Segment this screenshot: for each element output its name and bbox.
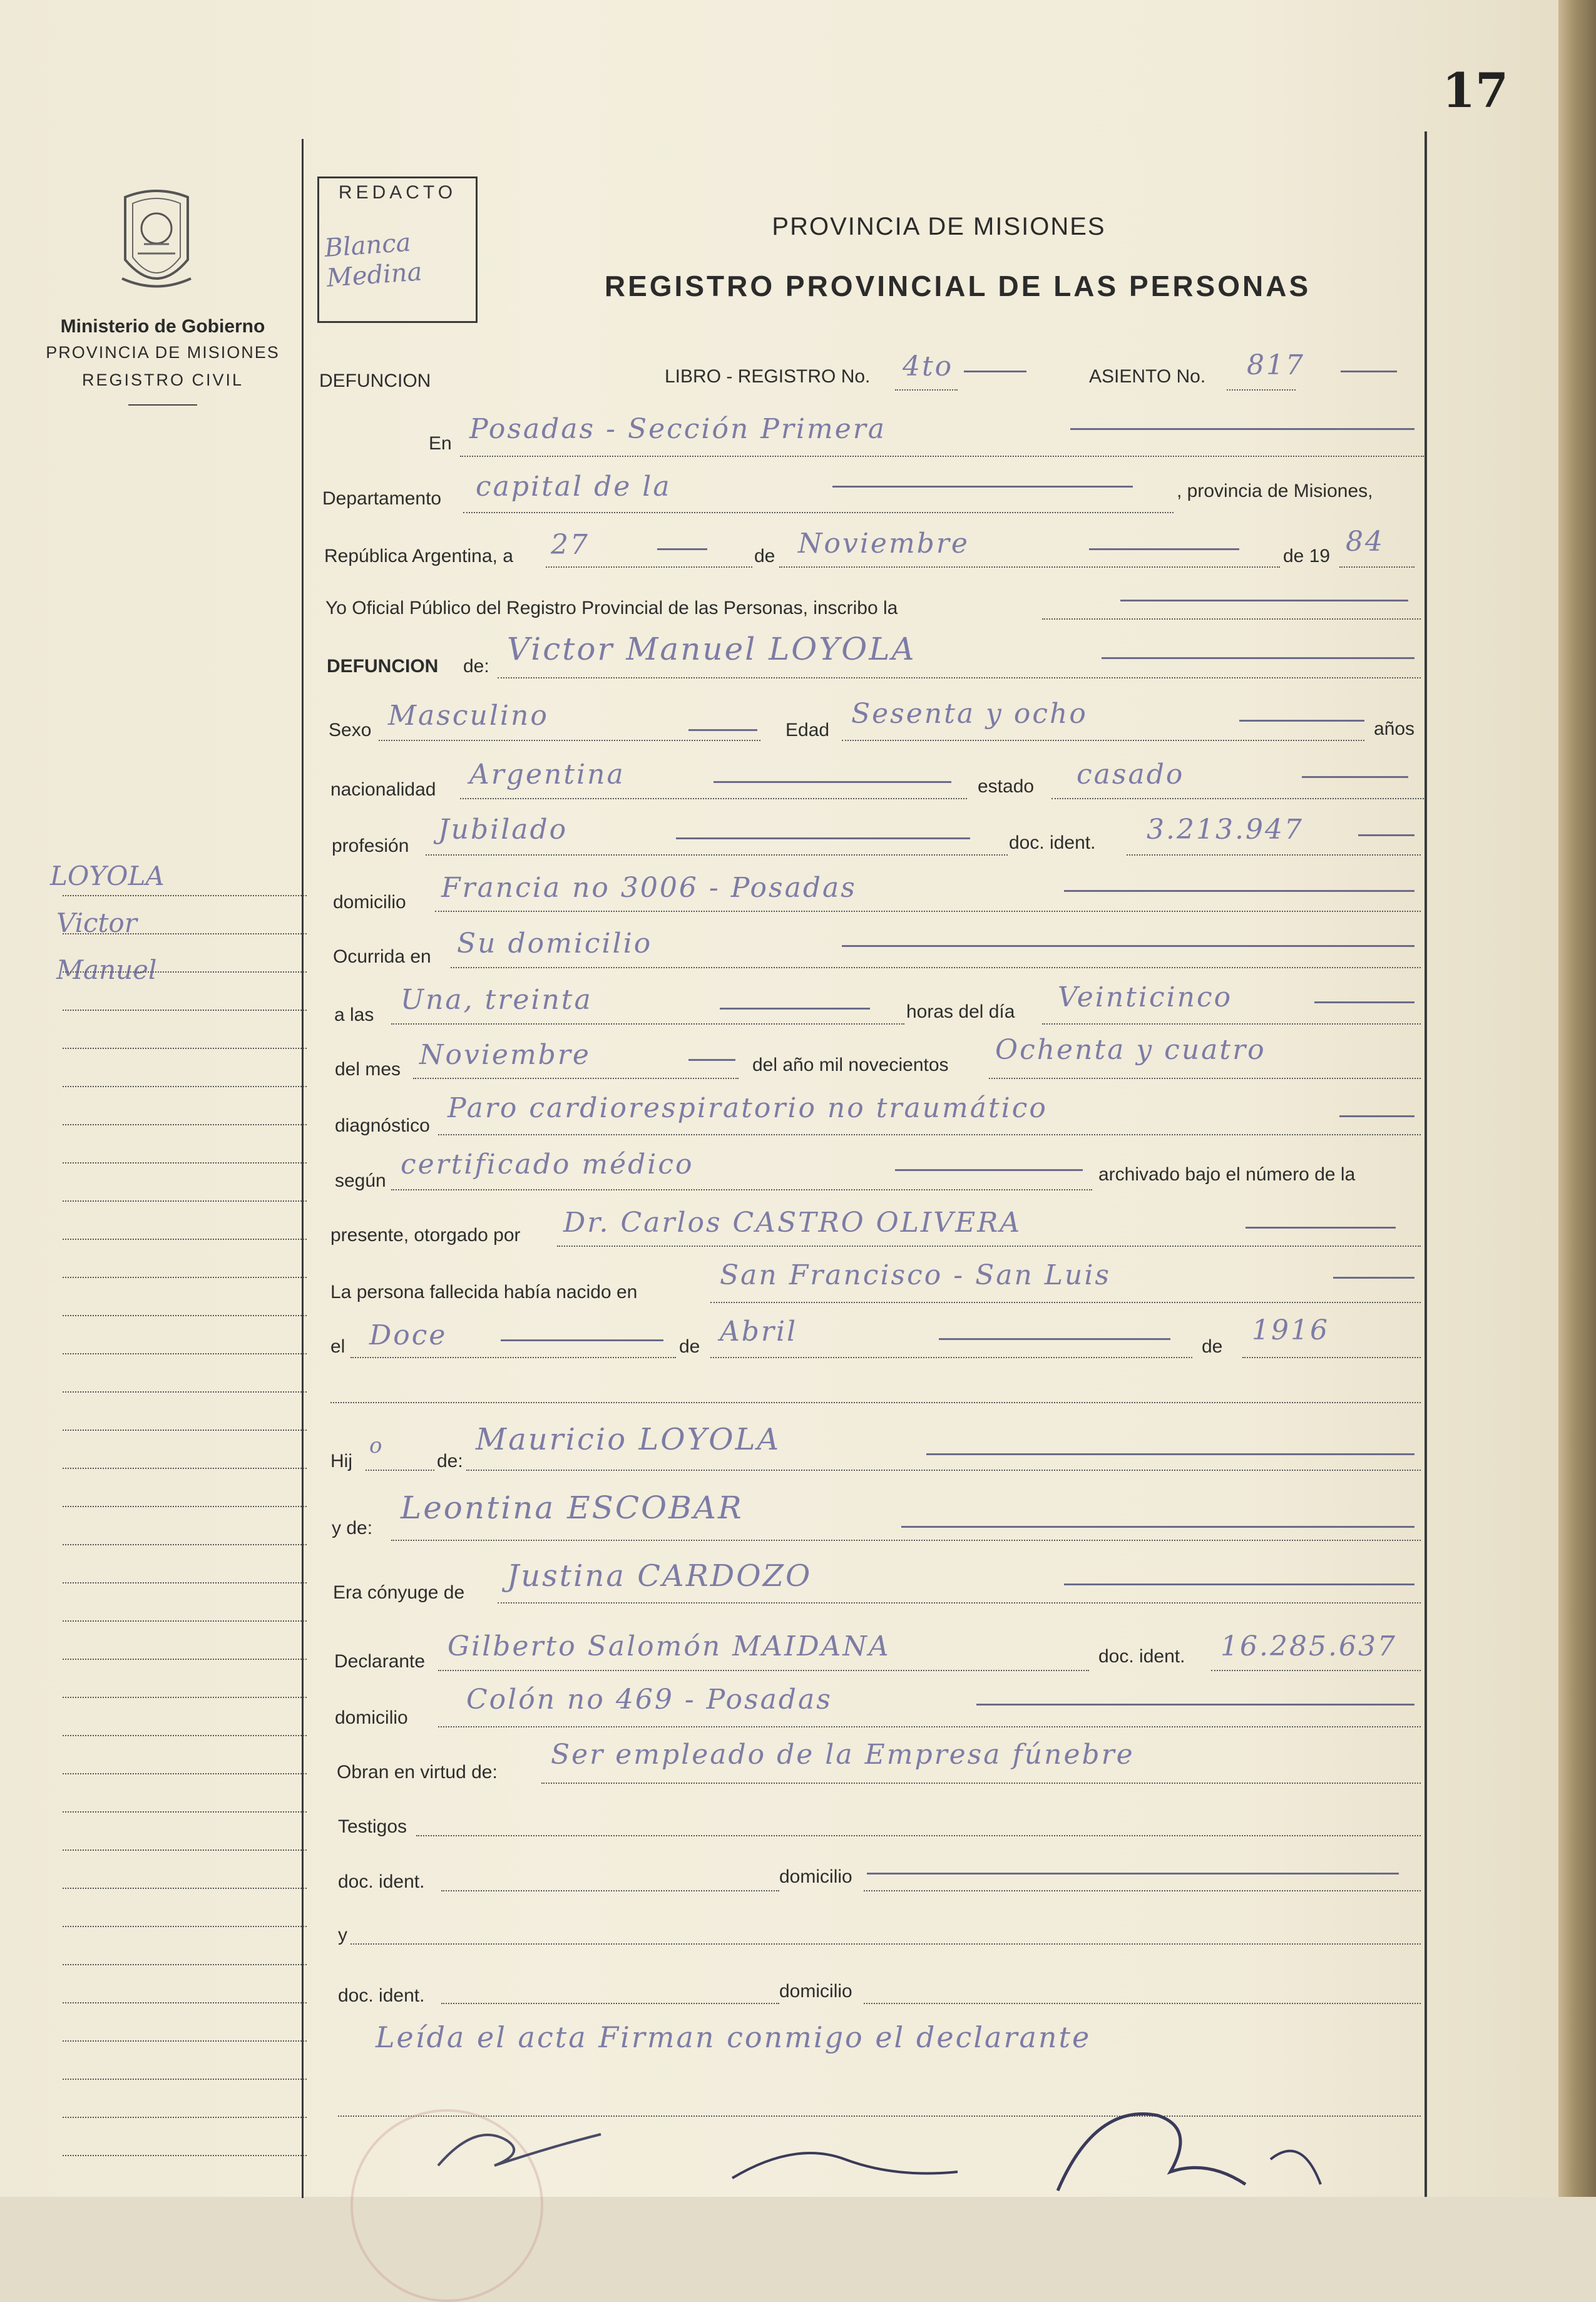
testigos-label: Testigos [338,1816,407,1837]
margin-ruled-line [63,1506,307,1507]
margin-ruled-line [63,1964,307,1965]
el-value: Doce [369,1319,448,1351]
defuncion-de-label: de: [463,656,489,677]
margin-ruled-line [63,1620,307,1622]
margin-ruled-line [63,1697,307,1698]
declarante-line [438,1670,1089,1671]
ocurrida-value: Su domicilio [457,928,653,959]
segun-label: según [335,1170,386,1191]
obran-line [541,1783,1421,1784]
nacido-label: La persona fallecida había nacido en [330,1282,638,1302]
oficial-line [1042,618,1421,620]
estado-dash [1302,776,1408,778]
alas-label: a las [334,1005,374,1025]
asiento-dash [1341,371,1397,372]
margin-ruled-line [63,1811,307,1813]
nacionalidad-label: nacionalidad [330,779,436,800]
margin-ruled-line [63,1773,307,1774]
anios-label: años [1374,719,1415,739]
conyuge-value: Justina CARDOZO [507,1558,812,1593]
margin-ruled-line [63,1391,307,1393]
domicilio-value: Francia no 3006 - Posadas [441,872,857,904]
margin-middle-name: Manuel [56,954,157,985]
dom2-label: domicilio [335,1707,408,1728]
dom4-line [864,2003,1421,2004]
hijo-suffix-line [366,1470,434,1471]
margin-ruled-line [63,1010,307,1011]
departamento-value: capital de la [476,471,672,503]
presente-line [557,1246,1421,1247]
declarante-doc-line [1211,1670,1421,1671]
asiento-line [1227,389,1296,391]
declarante-label: Declarante [334,1651,426,1672]
nombre-line [498,677,1421,678]
el-mes-value: Abril [720,1316,798,1348]
delmes-label: del mes [335,1059,401,1080]
alas-line [391,1023,904,1025]
hijo-de-label: de: [437,1451,463,1471]
margin-ruled-line [63,1277,307,1278]
hijo-label: Hij [330,1451,352,1471]
diagnostico-line [438,1134,1421,1135]
domicilio-line [435,911,1421,912]
declarante-doc-value: 16.285.637 [1220,1630,1397,1662]
book-spine [1558,0,1596,2197]
en-label: En [429,433,452,454]
libro-value: 4to [903,350,954,382]
diagnostico-value: Paro cardiorespiratorio no traumático [448,1092,1048,1124]
mes-line [779,566,1280,568]
margin-ruled-line [63,2117,307,2118]
dom2-dash [976,1704,1414,1706]
y-line [350,1943,1421,1945]
doc-line [1127,854,1421,856]
el-de-label: de [679,1336,700,1357]
edad-dash [1239,720,1364,722]
nacido-line [710,1302,1421,1303]
nacionalidad-line [460,798,967,799]
edad-label: Edad [785,720,830,740]
ministry-rule [128,404,197,406]
sexo-value: Masculino [388,700,549,732]
oficial-label: Yo Oficial Público del Registro Provincial de las Personas, inscribo la [325,598,898,618]
provincia-label: , provincia de Misiones, [1177,481,1373,501]
anio-mil-label: del año mil novecientos [752,1055,949,1075]
archivado-label: archivado bajo el número de la [1098,1164,1356,1185]
libro-line [895,389,958,391]
de19-label: de 19 [1283,546,1331,566]
conyuge-label: Era cónyuge de [333,1582,465,1603]
margin-first-name: Victor [56,908,137,938]
signature-left [426,2097,626,2184]
presente-value: Dr. Carlos CASTRO OLIVERA [563,1207,1022,1239]
estado-label: estado [978,776,1035,797]
el-dash [501,1339,663,1341]
nacionalidad-dash [714,781,951,783]
alas-value: Una, treinta [401,984,593,1016]
departamento-dash [832,486,1133,488]
domicilio-dash [1064,890,1414,892]
sexo-label: Sexo [329,720,372,740]
anio-line [1339,566,1414,568]
segun-line [391,1189,1092,1190]
page-number: 17 [1442,63,1508,118]
testigos-line [416,1835,1421,1836]
margin-ruled-line [63,1888,307,1889]
margin-ruled-line [63,1162,307,1164]
doc-dash [1358,834,1414,836]
mes-dash [1089,548,1239,550]
nacido-value: San Francisco - San Luis [720,1259,1112,1291]
dia-dash [657,548,707,550]
padre-value: Mauricio LOYOLA [476,1422,781,1457]
madre-line [391,1540,1421,1541]
margin-ruled-line [63,1582,307,1583]
el-line [350,1357,676,1358]
margin-ruled-line [63,1086,307,1087]
margin-ruled-line [63,1468,307,1469]
madre-value: Leontina ESCOBAR [401,1490,744,1526]
presente-label: presente, otorgado por [330,1225,521,1246]
dom4-label: domicilio [779,1981,852,2002]
margin-ruled-line [63,2155,307,2156]
profesion-dash [676,837,970,839]
nacido-dash [1333,1277,1414,1279]
profesion-value: Jubilado [438,814,568,846]
asiento-value: 817 [1247,349,1305,381]
el-anio-line [1242,1357,1421,1358]
dom2-line [438,1726,1421,1727]
conyuge-line [498,1602,1421,1604]
sexo-dash [688,729,757,731]
diagnostico-label: diagnóstico [335,1115,430,1136]
el-anio-value: 1916 [1252,1314,1329,1346]
margin-ruled-line [63,1430,307,1431]
ocurrida-dash [842,945,1414,947]
margin-surname: LOYOLA [50,861,165,891]
el-mes-dash [939,1338,1170,1340]
republica-label: República Argentina, a [324,546,513,566]
blank-line-1 [330,1402,1421,1403]
declarante-doc-label: doc. ident. [1098,1646,1185,1667]
anio-mil-line [989,1078,1421,1079]
en-dash [1070,428,1414,430]
delmes-dash [688,1059,735,1061]
margin-ruled-line [63,1200,307,1202]
redacto-label: REDACTO [338,182,457,203]
dom2-value: Colón no 469 - Posadas [466,1684,832,1716]
en-value: Posadas - Sección Primera [469,413,887,445]
horas-value: Veinticinco [1058,981,1233,1013]
edad-line [842,740,1364,741]
margin-ruled-line [63,1544,307,1545]
nombre-dash [1102,657,1414,659]
vertical-rule-right [1425,131,1427,2197]
margin-ruled-line [63,971,307,973]
libro-label: LIBRO - REGISTRO No. [665,366,871,387]
province-title: PROVINCIA DE MISIONES [772,213,1106,240]
anio-mil-value: Ochenta y cuatro [995,1034,1266,1066]
madre-dash [901,1526,1414,1528]
yde-label: y de: [332,1518,373,1538]
margin-ruled-line [63,1926,307,1927]
domicilio-label: domicilio [333,892,406,913]
declarante-value: Gilberto Salomón MAIDANA [448,1630,891,1662]
hijo-suffix: o [369,1433,384,1458]
margin-ruled-line [63,1849,307,1851]
signature-scribbles [720,2065,1346,2197]
asiento-label: ASIENTO No. [1089,366,1206,387]
dia-value: 27 [551,529,590,561]
dom3-label: domicilio [779,1866,852,1887]
ocurrida-line [451,967,1421,968]
estado-line [1051,798,1424,799]
doc-label: doc. ident. [1009,832,1096,853]
diagnostico-dash [1339,1115,1414,1117]
oficial-dash [1120,600,1408,601]
docid1-label: doc. ident. [338,1871,425,1892]
departamento-label: Departamento [322,488,442,509]
obran-value: Ser empleado de la Empresa fúnebre [551,1739,1135,1771]
provincial-seal-icon [113,185,200,304]
ministry-registry: REGISTRO CIVIL [81,371,244,389]
de-label: de [754,546,775,566]
margin-ruled-line [63,1048,307,1049]
margin-ruled-line [63,1659,307,1660]
registry-title: REGISTRO PROVINCIAL DE LAS PERSONAS [604,270,1311,302]
el-label: el [330,1336,345,1357]
el-mes-line [710,1357,1192,1358]
delmes-value: Noviembre [419,1039,591,1071]
y-label: y [338,1925,347,1945]
margin-ruled-line [63,2079,307,2080]
dom3-line [864,1890,1421,1891]
mes-value: Noviembre [798,528,969,560]
nacionalidad-value: Argentina [469,759,625,790]
presente-dash [1246,1227,1396,1229]
ocurrida-label: Ocurrida en [333,946,431,967]
docid2-line [441,2003,779,2004]
horas-line [1042,1023,1421,1025]
margin-ruled-line [63,1239,307,1240]
redacto-handwriting: Blanca Medina [324,228,423,293]
segun-dash [895,1169,1083,1171]
el-de2-label: de [1202,1336,1223,1357]
dia-line [546,566,752,568]
margin-ruled-line [63,1315,307,1316]
horas-label: horas del día [906,1001,1015,1022]
margin-ruled-line [63,895,307,896]
margin-note [38,861,313,2175]
sexo-line [379,740,760,741]
en-line [460,456,1424,457]
conyuge-dash [1064,1583,1414,1585]
libro-dash [964,371,1026,372]
leida-value: Leída el acta Firman conmigo el declarante [376,2020,1092,2054]
record-type: DEFUNCION [319,371,431,391]
padre-line [466,1470,1421,1471]
doc-value: 3.213.947 [1147,814,1304,846]
horas-dash [1314,1001,1414,1003]
margin-ruled-line [63,2040,307,2042]
profesion-label: profesión [332,836,409,856]
ministry-title: Ministerio de Gobierno [60,316,265,337]
margin-ruled-line [63,933,307,934]
padre-dash [926,1453,1414,1455]
profesion-line [426,854,1008,856]
alas-dash [720,1008,870,1010]
docid2-label: doc. ident. [338,1985,425,2006]
margin-ruled-line [63,1124,307,1125]
nombre-value: Victor Manuel LOYOLA [507,631,916,667]
edad-value: Sesenta y ocho [851,698,1088,730]
margin-ruled-line [63,2002,307,2003]
segun-value: certificado médico [401,1148,694,1180]
redacto-box [317,176,478,323]
obran-label: Obran en virtud de: [337,1762,498,1783]
anio-value: 84 [1346,526,1384,558]
defuncion-label: DEFUNCION [327,656,439,677]
departamento-line [463,512,1174,513]
ministry-province: PROVINCIA DE MISIONES [46,343,280,362]
delmes-line [413,1078,739,1079]
dom3-dash [867,1873,1399,1875]
docid1-line [441,1890,779,1891]
margin-ruled-line [63,1353,307,1354]
margin-ruled-line [63,1735,307,1736]
estado-value: casado [1077,759,1185,790]
